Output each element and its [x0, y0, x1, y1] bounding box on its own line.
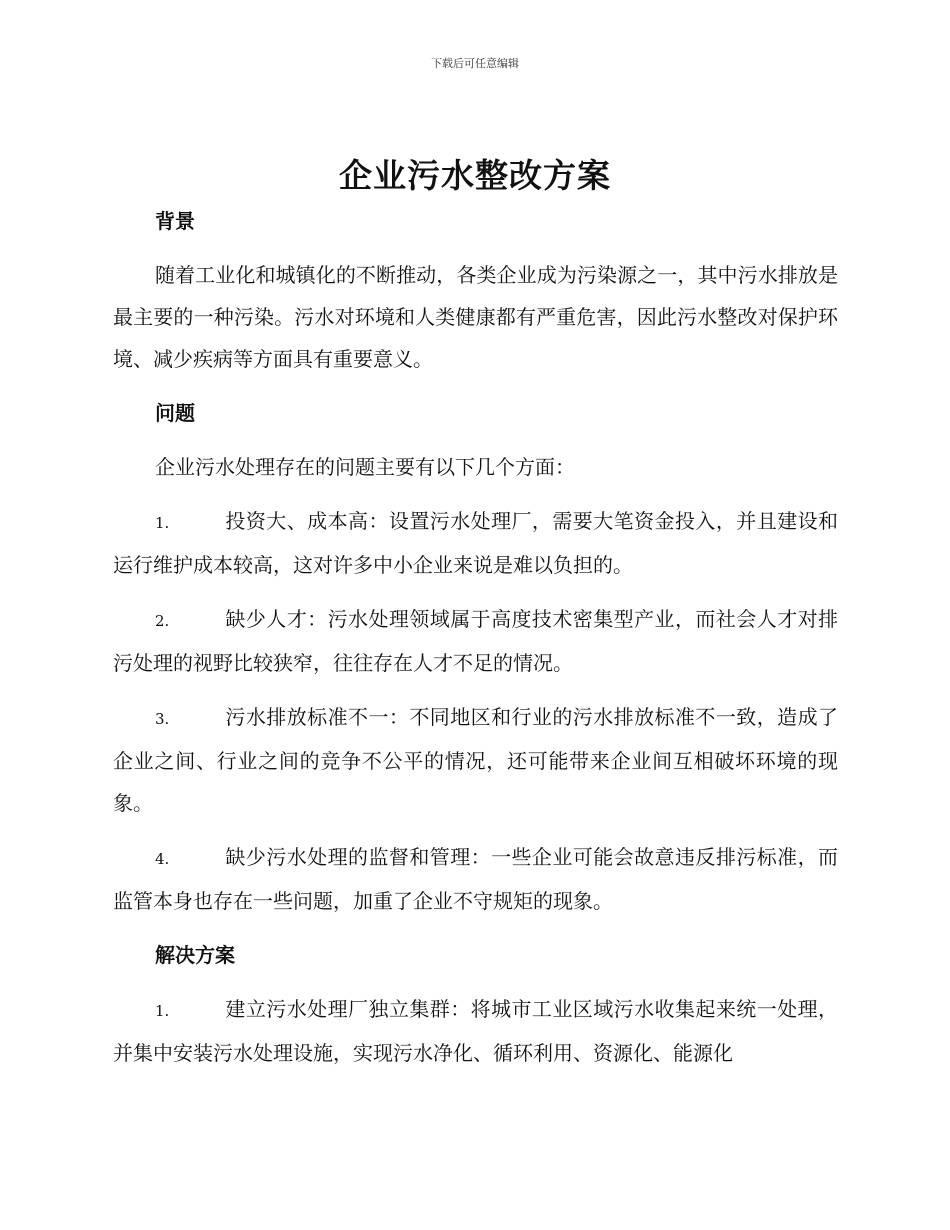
heading-problems: 问题: [155, 401, 195, 425]
list-number: 1.: [155, 514, 170, 532]
paragraph-problems-intro: 企业污水处理存在的问题主要有以下几个方面：: [155, 455, 575, 479]
list-item-text: 缺少污水处理的监督和管理：一些企业可能会故意违反排污标准，而监管本身也存在一些问题，加重了企业不守规矩的现象。: [113, 845, 838, 913]
heading-background: 背景: [155, 209, 195, 233]
list-number: 4.: [155, 850, 170, 868]
list-number: 1.: [155, 1002, 170, 1020]
list-number: 2.: [155, 612, 170, 630]
list-item: [113, 500, 838, 586]
list-item: [113, 988, 838, 1074]
paragraph-background: 随着工业化和城镇化的不断推动，各类企业成为污染源之一，其中污水排放是最主要的一种污染。污水对环境和人类健康都有严重危害，因此污水整改对保护环境、减少疾病等方面具有重要意义。: [113, 263, 838, 371]
document-title: 企业污水整改方案: [339, 156, 611, 195]
document-body: [113, 200, 838, 1074]
list-item: [113, 836, 838, 922]
heading-solutions: 解决方案: [155, 943, 235, 967]
list-item-text: 缺少人才：污水处理领域属于高度技术密集型产业，而社会人才对排污处理的视野比较狭窄，往往存在人才不足的情况。: [113, 607, 838, 675]
list-item: [113, 696, 838, 824]
list-item-text: 建立污水处理厂独立集群：将城市工业区域污水收集起来统一处理，并集中安装污水处理设施，实现污水净化、循环利用、资源化、能源化: [113, 997, 838, 1065]
list-item-text: 投资大、成本高：设置污水处理厂，需要大笔资金投入，并且建设和运行维护成本较高，这对许多中小企业来说是难以负担的。: [113, 509, 838, 577]
list-number: 3.: [155, 710, 170, 728]
list-item: [113, 598, 838, 684]
header-note: 下载后可任意编辑: [431, 57, 519, 70]
list-item-text: 污水排放标准不一：不同地区和行业的污水排放标准不一致，造成了企业之间、行业之间的竞争不公平的情况，还可能带来企业间互相破坏环境的现象。: [113, 705, 838, 815]
